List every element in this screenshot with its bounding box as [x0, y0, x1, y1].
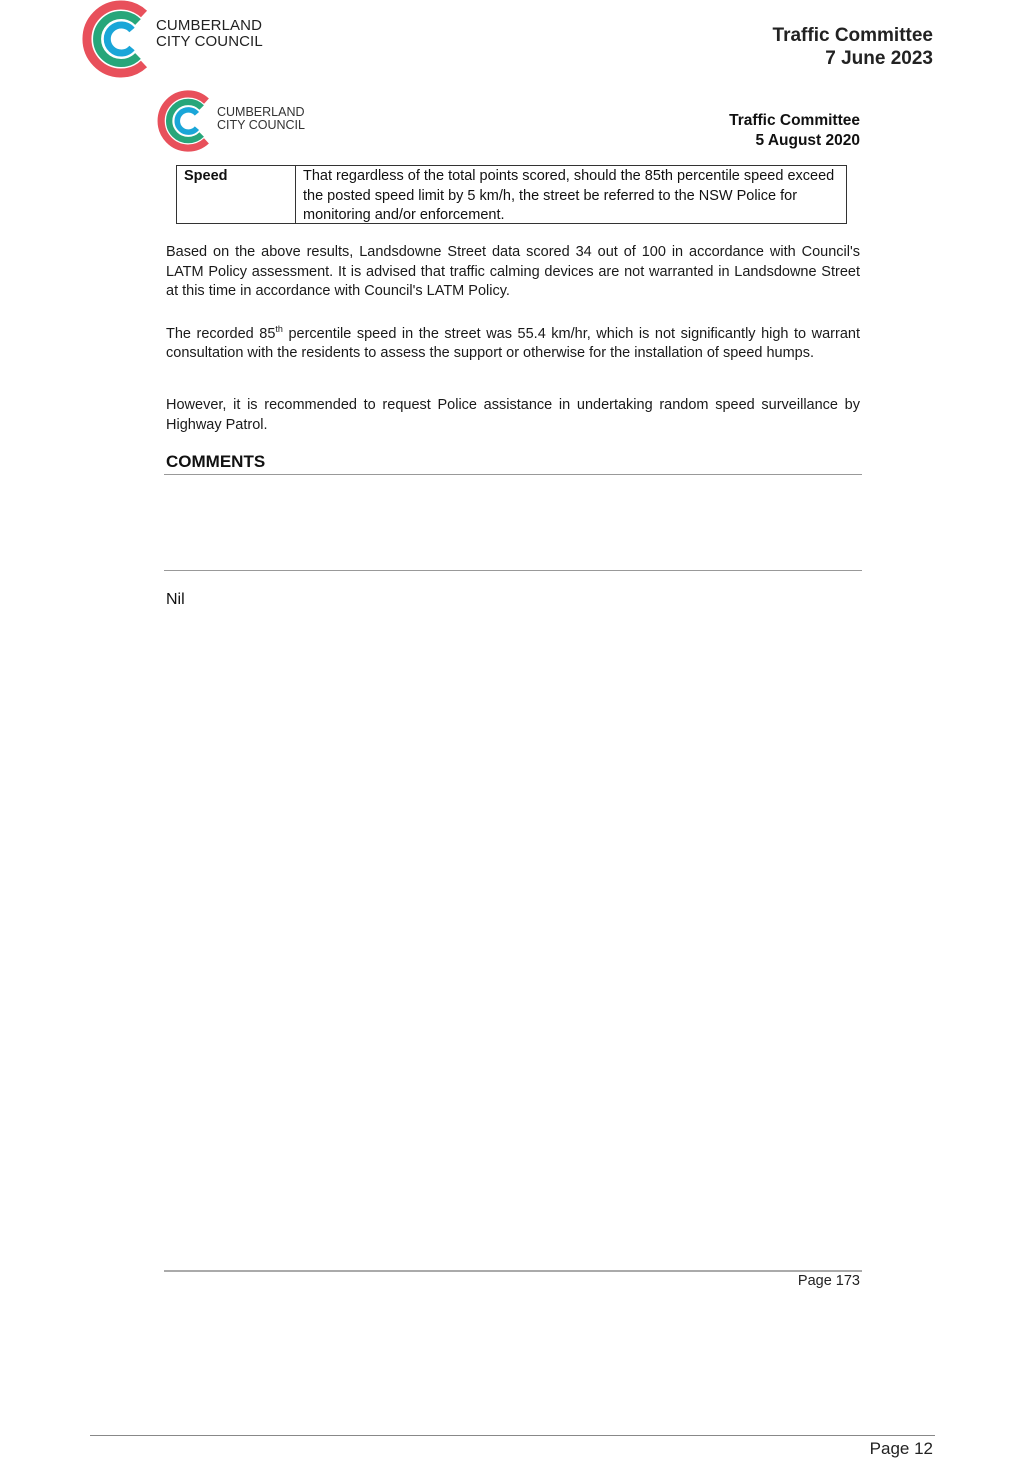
embedded-footer-divider [164, 1270, 862, 1272]
page-number: Page 12 [869, 1439, 933, 1458]
committee-name: Traffic Committee [772, 25, 933, 46]
speed-paragraph-end: percentile speed in the street was 55.4 km/hr, which is not significantly high to warrant consultation with the residents to assess the support or otherwise for the installation of speed humps. [166, 325, 860, 362]
embedded-logo-mark-icon [154, 90, 216, 152]
meeting-header [773, 24, 933, 70]
comments-body: Nil [166, 591, 185, 608]
comments-top-divider [164, 474, 862, 475]
embedded-logo-line-2: CITY COUNCIL [217, 118, 305, 132]
embedded-meeting-header [729, 111, 860, 151]
council-logo [78, 0, 278, 80]
ordinal-suffix: th [275, 324, 283, 334]
embedded-council-logo [154, 90, 324, 155]
meeting-date: 7 June 2023 [825, 48, 933, 69]
speed-paragraph [166, 320, 860, 364]
comments-bottom-divider [164, 570, 862, 571]
footer-divider [90, 1435, 935, 1436]
embedded-logo-line-1: CUMBERLAND [217, 105, 305, 119]
results-paragraph: Based on the above results, Landsdowne Street data scored 34 out of 100 in accordance with Council's LATM Policy assessment. It is advised that traffic calming devices are not warranted in Landsdowne Street at this time in accordance with Council's LATM Policy. [166, 244, 860, 299]
embedded-committee-name: Traffic Committee [729, 112, 860, 129]
recommendation-paragraph: However, it is recommended to request Police assistance in undertaking random speed surveillance by Highway Patrol. [166, 397, 860, 433]
logo-line-1: CUMBERLAND [156, 17, 263, 34]
speed-criteria-table [176, 165, 847, 224]
criteria-label-cell: Speed [177, 166, 296, 223]
criteria-text-cell: That regardless of the total points scored, should the 85th percentile speed exceed the posted speed limit by 5 km/h, the street be referred to the NSW Police for monitoring and/or enforcement. [303, 168, 835, 223]
embedded-meeting-date: 5 August 2020 [755, 132, 860, 149]
embedded-page-number: Page 173 [797, 1273, 860, 1289]
logo-line-2: CITY COUNCIL [156, 33, 263, 50]
comments-heading: COMMENTS [166, 452, 266, 471]
speed-paragraph-start: The recorded 85 [166, 325, 276, 342]
council-logo-mark-icon [78, 0, 156, 78]
embedded-logo-text [217, 106, 305, 132]
council-logo-text [156, 18, 263, 50]
